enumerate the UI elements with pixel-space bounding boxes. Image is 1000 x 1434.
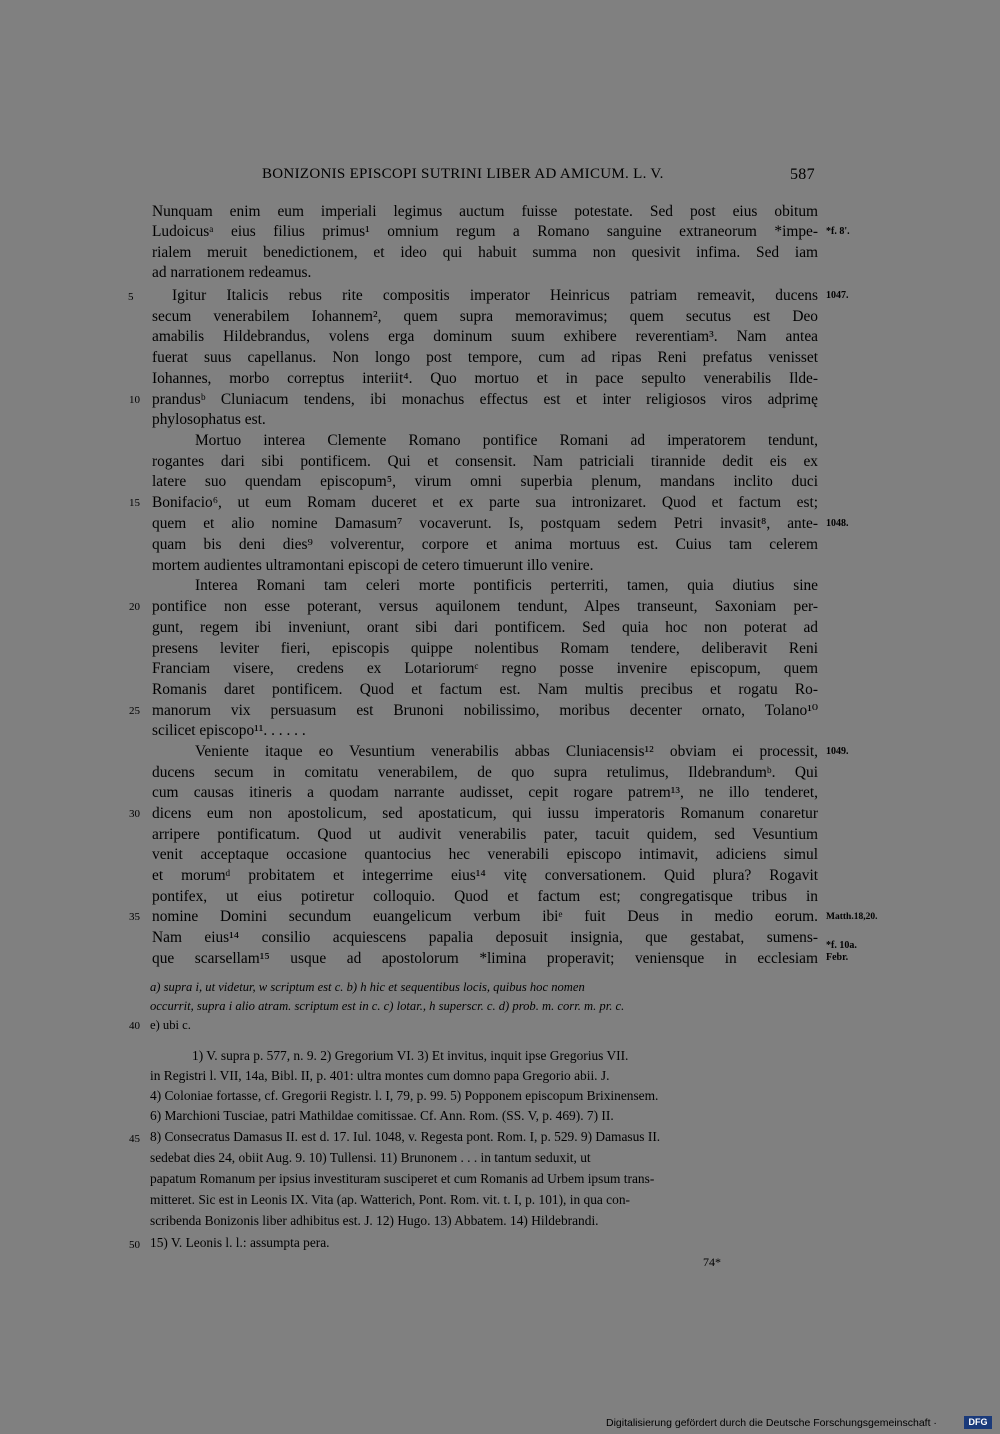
body-line: rialem meruit benedictionem, et ideo qui habuit summa non quesivit infima. Sed iam [152, 244, 818, 261]
body-line: secum venerabilem Iohannem², quem supra memoravimus; quem secutus est Deo [152, 308, 818, 325]
footnote-line: mitteret. Sic est in Leonis IX. Vita (ap. Watterich, Pont. Rom. vit. t. I, p. 101), in qua con- [150, 1192, 630, 1207]
margin-note: 1047. [826, 290, 849, 301]
body-line: rogantes dari sibi pontificem. Qui et consensit. Nam patriciali tirannide dedit eis ex [152, 453, 818, 470]
body-line: ducens secum in comitatu venerabilem, de quo supra retulimus, Ildebrandumᵇ. Qui [152, 764, 818, 781]
line-number: 15 [129, 497, 140, 509]
footnote-line: 15) V. Leonis l. l.: assumpta pera. [150, 1235, 330, 1250]
body-line: Interea Romani tam celeri morte pontificis perterriti, tamen, quia diutius sine [195, 577, 818, 594]
signature-mark: 74* [703, 1255, 721, 1269]
body-line: Nunquam enim eum imperiali legimus auctum fuisse potestate. Sed post eius obitum [152, 203, 818, 220]
body-line: prandusᵇ Cluniacum tendens, ibi monachus effectus est et inter religiosos viros adprimę [152, 391, 818, 408]
line-number: 5 [128, 291, 134, 303]
body-line: Romanis daret pontificem. Quod et factum est. Nam multis precibus et rogatu Ro- [152, 681, 818, 698]
body-line: Iohannes, morbo correptus interiit⁴. Quo mortuo et in pace sepulto venerabilis Ilde- [152, 370, 818, 387]
footnote-line: papatum Romanum per ipsius investituram susciperet et cum Romanis ad Urbem ipsum trans- [150, 1171, 655, 1186]
body-line: ad narrationem redeamus. [152, 264, 312, 281]
apparatus-line: e) ubi c. [150, 1018, 191, 1032]
page-number: 587 [790, 166, 815, 183]
running-title: BONIZONIS EPISCOPI SUTRINI LIBER AD AMICUM. L. V. [262, 166, 664, 182]
body-line: latere suo quendam episcopum⁵, virum omni superbia plenum, mandans inclito duci [152, 473, 818, 490]
footnote-line: 8) Consecratus Damasus II. est d. 17. Iul. 1048, v. Regesta pont. Rom. I, p. 529. 9) Damasus II. [150, 1129, 661, 1144]
footnote-line: 4) Coloniae fortasse, cf. Gregorii Registr. l. I, 79, p. 99. 5) Popponem episcopum Brixinensem. [150, 1088, 659, 1103]
apparatus-line: a) supra i, ut videtur, w scriptum est c. b) h hic et sequentibus locis, quibus hoc nomen [150, 980, 585, 994]
body-line: mortem audientes ultramontani episcopi de cetero timuerunt illo venire. [152, 557, 594, 574]
line-number: 45 [129, 1133, 140, 1145]
margin-note: Matth.18,20. [826, 912, 878, 922]
footnote-line: scribenda Bonizonis liber adhibitus est. J. 12) Hugo. 13) Abbatem. 14) Hildebrandi. [150, 1213, 599, 1228]
body-line: fuerat suus capellanus. Non longo post tempore, cum ad ripas Reni prefatus venisset [152, 349, 818, 366]
line-number: 35 [129, 911, 140, 923]
line-number: 10 [129, 394, 140, 406]
footnote-line: in Registri l. VII, 14a, Bibl. II, p. 401: ultra montes cum domno papa Gregorio abii. J. [150, 1068, 610, 1083]
line-number: 25 [129, 705, 140, 717]
body-line: Veniente itaque eo Vesuntium venerabilis abbas Cluniacensis¹² obviam ei processit, [195, 743, 818, 760]
body-line: manorum vix persuasum est Brunoni nobilissimo, moribus decenter ornato, Tolano¹⁰ [152, 702, 818, 719]
body-line: Nam eius¹⁴ consilio acquiescens papalia deposuit insignia, que gestabat, sumens- [152, 929, 818, 946]
footnote-line: 1) V. supra p. 577, n. 9. 2) Gregorium VI. 3) Et invitus, inquit ipse Gregorius VII. [192, 1048, 629, 1063]
body-line: quem et alio nomine Damasum⁷ vocaverunt. Is, postquam sedem Petri invasit⁸, ante- [152, 515, 818, 532]
body-line: Igitur Italicis rebus rite compositis imperator Heinricus patriam remeavit, ducens [172, 287, 818, 304]
body-line: amabilis Hildebrandus, volens erga dominum suum exhibere reverentiam³. Nam antea [152, 328, 818, 345]
margin-note: Febr. [826, 952, 849, 963]
apparatus-line: occurrit, supra i alio atram. scriptum est in c. c) lotar., h superscr. c. d) prob. m. corr. m. pr. c. [150, 999, 625, 1013]
body-line: pontifice non esse poterant, versus aquilonem tendunt, Alpes transeunt, Saxoniam per- [152, 598, 818, 615]
body-line: phylosophatus est. [152, 411, 266, 428]
body-line: dicens eum non apostolicum, sed apostaticum, qui iussu imperatoris Romanum conaretur [152, 805, 818, 822]
body-line: presens leviter fieri, episcopis quippe nolentibus Romam tendere, deliberavit Reni [152, 640, 818, 657]
margin-note: *f. 10a. [826, 940, 857, 951]
line-number: 30 [129, 808, 140, 820]
body-line: quam bis deni dies⁹ volverentur, corpore et anima mortuus est. Cuius tam celerem [152, 536, 818, 553]
line-number: 20 [129, 601, 140, 613]
body-line: nomine Domini secundum euangelicum verbum ibiᵉ fuit Deus in medio eorum. [152, 908, 818, 925]
body-line: Mortuo interea Clemente Romano pontifice Romani ad imperatorem tendunt, [195, 432, 818, 449]
body-line: Franciam visere, credens ex Lotariorumᶜ regno posse invenire episcopum, quem [152, 660, 818, 677]
body-line: Ludoicusᵃ eius filius primus¹ omnium regum a Romano sanguine extraneorum *impe- [152, 223, 818, 240]
footnote-line: sedebat dies 24, obiit Aug. 9. 10) Tullensi. 11) Brunonem . . . in tantum seduxit, ut [150, 1150, 591, 1165]
body-line: que scarsellam¹⁵ usque ad apostolorum *limina properavit; veniensque in ecclesiam [152, 950, 818, 967]
margin-note: *f. 8'. [826, 226, 850, 237]
margin-note: 1048. [826, 518, 849, 529]
body-line: arripere pontificatum. Quod ut audivit venerabilis pater, tacuit quidem, sed Vesuntium [152, 826, 818, 843]
body-line: Bonifacio⁶, ut eum Romam duceret et ex parte sua intronizaret. Quod et factum est; [152, 494, 818, 511]
line-number: 50 [129, 1239, 140, 1251]
margin-note: 1049. [826, 746, 849, 757]
line-number: 40 [129, 1020, 140, 1032]
body-line: cum causas itineris a quodam narrante audisset, cepit rogare patrem¹³, ne illo tenderet, [152, 784, 818, 801]
body-line: scilicet episcopo¹¹. . . . . . [152, 722, 306, 739]
body-line: gunt, regem ibi inveniunt, orant sibi dari pontificem. Sed quia hoc non poterat ad [152, 619, 818, 636]
dfg-logo: DFG [964, 1416, 992, 1429]
funding-notice: Digitalisierung gefördert durch die Deutsche Forschungsgemeinschaft · [606, 1417, 937, 1429]
footnote-line: 6) Marchioni Tusciae, patri Mathildae comitissae. Cf. Ann. Rom. (SS. V, p. 469). 7) II. [150, 1108, 614, 1123]
body-line: venit acceptaque occasione quantocius hec venerabili episcopo intimavit, adiciens simul [152, 846, 818, 863]
body-line: pontifex, ut eius potiretur colloquio. Quod et factum est; congregatisque tribus in [152, 888, 818, 905]
body-line: et morumᵈ probitatem et integerrime eius¹⁴ vitę conversationem. Quid plura? Rogavit [152, 867, 818, 884]
